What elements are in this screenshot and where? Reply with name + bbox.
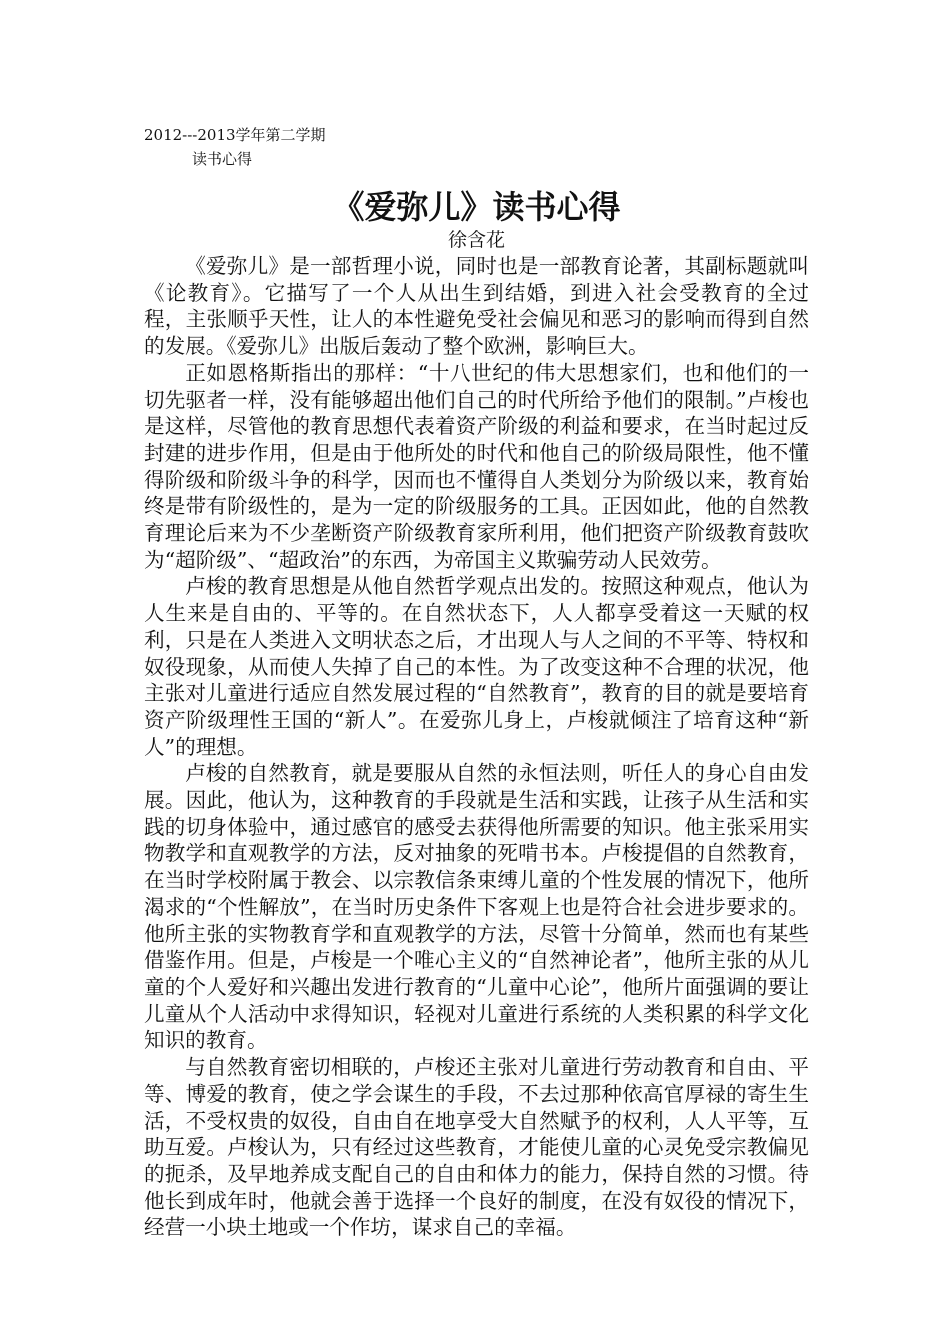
paragraph: 卢梭的自然教育，就是要服从自然的永恒法则，听任人的身心自由发展。因此，他认为，这种教育的手段就是生活和实践，让孩子从生活和实践的切身体验中，通过感官的感受去获得他所需要的知识。他主张采用实物教学和直观教学的方法，反对抽象的死啃书本。卢梭提倡的自然教育，在当时学校附属于教会、以宗教信条束缚儿童的个性发展的情况下，他所渴求的“个性解放”，在当时历史条件下客观上也是符合社会进步要求的。他所主张的实物教育学和直观教学的方法，尽管十分简单，然而也有某些借鉴作用。但是，卢梭是一个唯心主义的“自然神论者”，他所主张的从儿童的个人爱好和兴趣出发进行教育的“儿童中心论”，他所片面强调的要让儿童从个人活动中求得知识，轻视对儿童进行系统的人类积累的科学文化知识的教育。 xyxy=(144,761,809,1053)
paragraph: 与自然教育密切相联的，卢梭还主张对儿童进行劳动教育和自由、平等、博爱的教育，使之学会谋生的手段，不去过那种依高官厚禄的寄生生活，不受权贵的奴役，自由自在地享受大自然赋予的权利，人人平等，互助互爱。卢梭认为，只有经过这些教育，才能使儿童的心灵免受宗教偏见的扼杀，及早地养成支配自己的自由和体力的能力，保持自然的习惯。待他长到成年时，他就会善于选择一个良好的制度，在没有奴役的情况下，经营一小块土地或一个作坊，谋求自己的幸福。 xyxy=(144,1055,809,1240)
document-page xyxy=(144,124,809,1241)
author-name: 徐含花 xyxy=(447,229,505,251)
header-label: 读书心得 xyxy=(192,150,253,168)
paragraph: 卢梭的教育思想是从他自然哲学观点出发的。按照这种观点，他认为人生来是自由的、平等的。在自然状态下，人人都享受着这一天赋的权利，只是在人类进入文明状态之后，才出现人与人之间的不平等、特权和奴役现象，从而使人失掉了自己的本性。为了改变这种不合理的状况，他主张对儿童进行适应自然发展过程的“自然教育”，教育的目的就是要培育资产阶级理性王国的“新人”。在爱弥儿身上，卢梭就倾注了培育这种“新人”的理想。 xyxy=(144,574,809,759)
document-title: 《爱弥儿》读书心得 xyxy=(332,188,621,226)
term-header: 2012---2013学年第二学期 xyxy=(144,126,326,144)
paragraph: 正如恩格斯指出的那样：“十八世纪的伟大思想家们，也和他们的一切先驱者一样，没有能够超出他们自己的时代所给予他们的限制。”卢梭也是这样，尽管他的教育思想代表着资产阶级的利益和要求，在当时起过反封建的进步作用，但是由于他所处的时代和他自己的阶级局限性，他不懂得阶级和阶级斗争的科学，因而也不懂得自人类划分为阶级以来，教育始终是带有阶级性的，是为一定的阶级服务的工具。正因如此，他的自然教育理论后来为不少垄断资产阶级教育家所利用，他们把资产阶级教育鼓吹为“超阶级”、“超政治”的东西，为帝国主义欺骗劳动人民效劳。 xyxy=(144,360,809,572)
paragraph: 《爱弥儿》是一部哲理小说，同时也是一部教育论著，其副标题就叫《论教育》。它描写了一个人从出生到结婚，到进入社会受教育的全过程，主张顺乎天性，让人的本性避免受社会偏见和恶习的影响而得到自然的发展。《爱弥儿》出版后轰动了整个欧洲，影响巨大。 xyxy=(144,254,809,359)
